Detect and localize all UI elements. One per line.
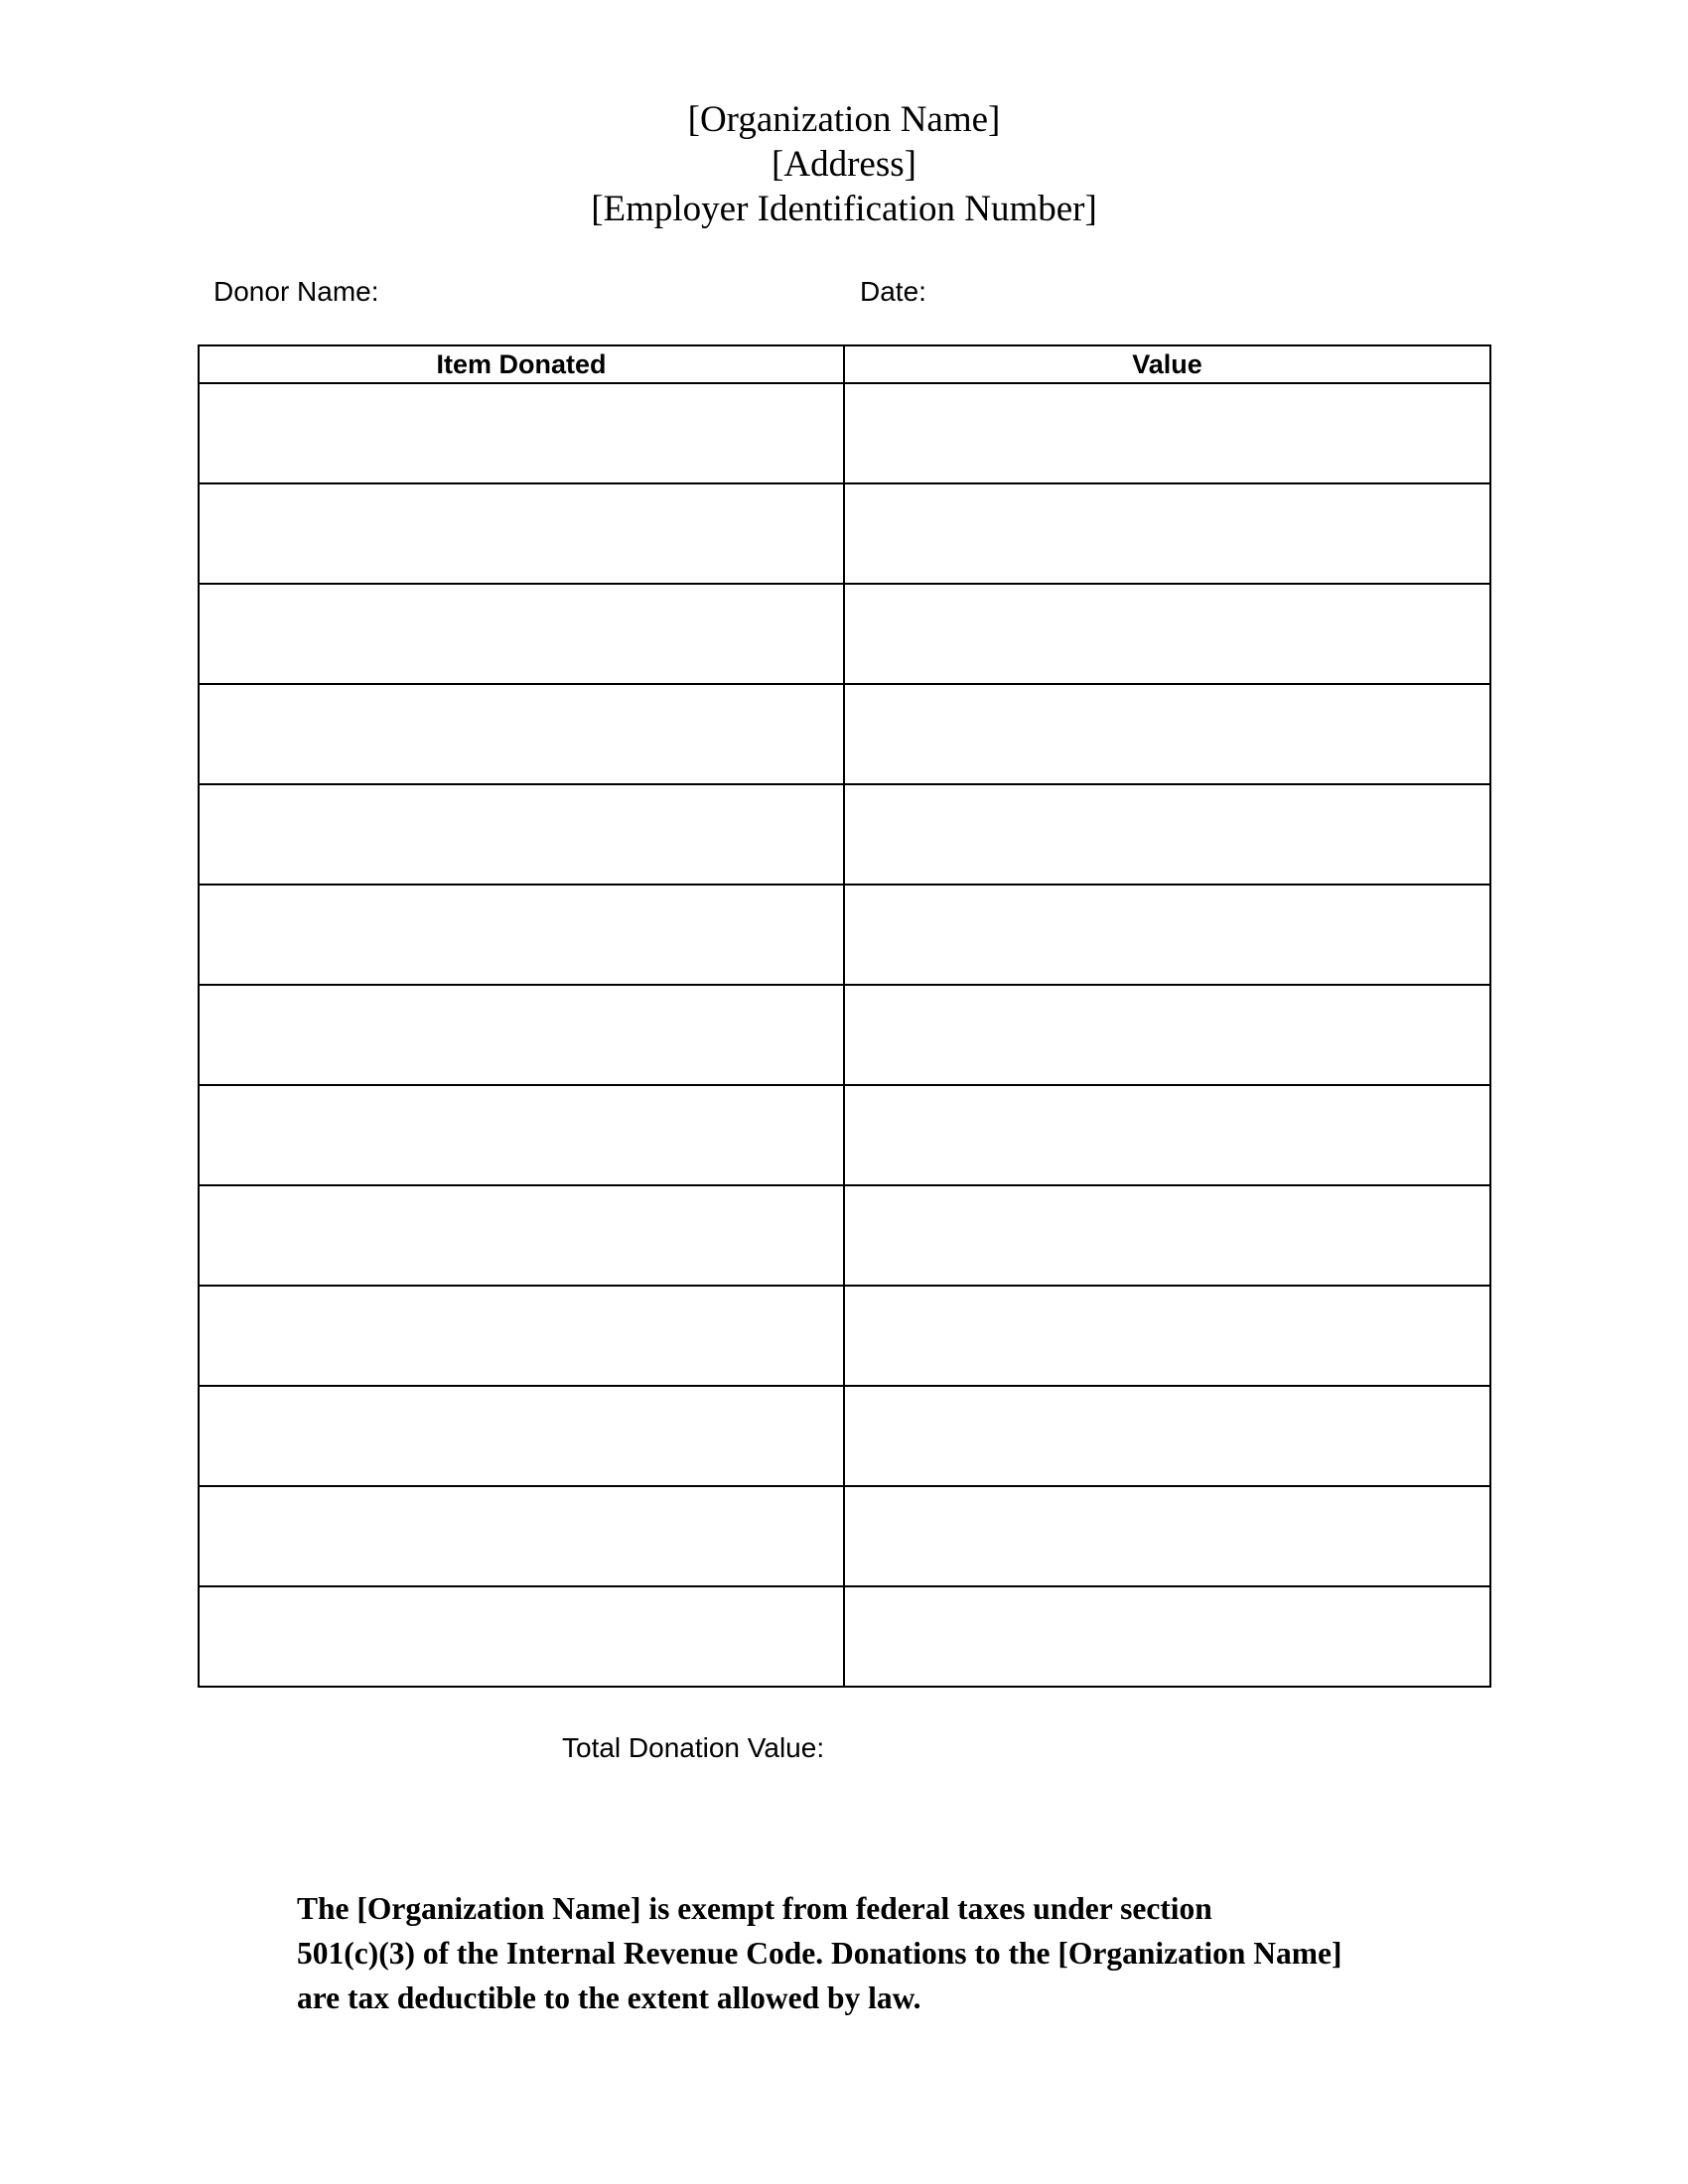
table-row — [199, 1185, 1490, 1286]
column-header-item-donated: Item Donated — [199, 345, 844, 383]
table-header-row — [199, 345, 1490, 383]
item-donated-cell[interactable] — [199, 885, 844, 985]
value-cell[interactable] — [844, 784, 1490, 885]
employer-identification-number: [Employer Identification Number] — [591, 189, 1097, 229]
organization-name: [Organization Name] — [687, 99, 1001, 140]
table-row — [199, 784, 1490, 885]
item-donated-cell[interactable] — [199, 784, 844, 885]
document-header — [0, 97, 1688, 231]
value-cell[interactable] — [844, 1486, 1490, 1586]
value-cell[interactable] — [844, 1286, 1490, 1386]
date-label: Date: — [860, 276, 926, 307]
value-cell[interactable] — [844, 483, 1490, 584]
table-row — [199, 483, 1490, 584]
value-cell[interactable] — [844, 1386, 1490, 1486]
item-donated-cell[interactable] — [199, 985, 844, 1085]
value-cell[interactable] — [844, 383, 1490, 483]
table-row — [199, 985, 1490, 1085]
item-donated-cell[interactable] — [199, 684, 844, 784]
value-cell[interactable] — [844, 584, 1490, 684]
table-row — [199, 684, 1490, 784]
item-donated-cell[interactable] — [199, 383, 844, 483]
item-donated-cell[interactable] — [199, 1486, 844, 1586]
column-header-value: Value — [844, 345, 1490, 383]
tax-exempt-notice — [297, 1886, 1518, 2020]
table-row — [199, 1386, 1490, 1486]
table-row — [199, 885, 1490, 985]
item-donated-cell[interactable] — [199, 1085, 844, 1185]
donor-name-label: Donor Name: — [213, 276, 379, 307]
table-row — [199, 383, 1490, 483]
table-row — [199, 1085, 1490, 1185]
item-donated-cell[interactable] — [199, 483, 844, 584]
value-cell[interactable] — [844, 885, 1490, 985]
value-cell[interactable] — [844, 1586, 1490, 1687]
item-donated-cell[interactable] — [199, 584, 844, 684]
notice-line: are tax deductible to the extent allowed by law. — [297, 1980, 921, 2015]
value-cell[interactable] — [844, 684, 1490, 784]
item-donated-cell[interactable] — [199, 1185, 844, 1286]
item-donated-cell[interactable] — [199, 1386, 844, 1486]
total-donation-value-label: Total Donation Value: — [562, 1732, 825, 1763]
donation-table — [198, 344, 1491, 1688]
item-donated-cell[interactable] — [199, 1586, 844, 1687]
notice-line: 501(c)(3) of the Internal Revenue Code. Donations to the [Organization Name] — [297, 1936, 1342, 1971]
value-cell[interactable] — [844, 1085, 1490, 1185]
item-donated-cell[interactable] — [199, 1286, 844, 1386]
value-cell[interactable] — [844, 1185, 1490, 1286]
table-row — [199, 1486, 1490, 1586]
notice-line: The [Organization Name] is exempt from federal taxes under section — [297, 1891, 1212, 1926]
table-row — [199, 1286, 1490, 1386]
value-cell[interactable] — [844, 985, 1490, 1085]
table-row — [199, 1586, 1490, 1687]
table-row — [199, 584, 1490, 684]
organization-address: [Address] — [772, 144, 916, 185]
